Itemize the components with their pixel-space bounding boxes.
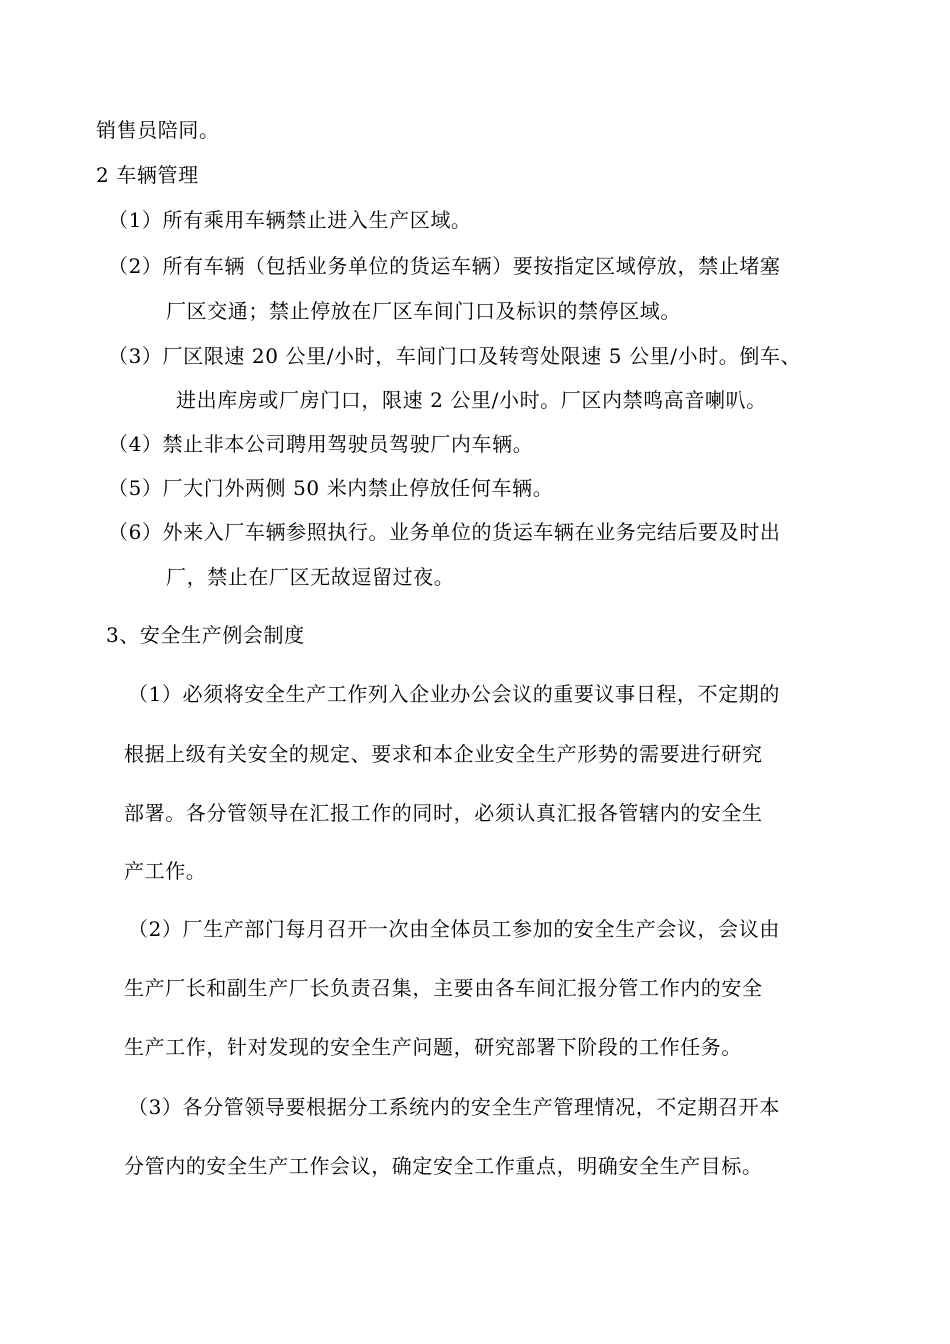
meeting-paragraph-3-line-1: （3）各分管领导要根据分工系统内的安全生产管理情况，不定期召开本 — [128, 1095, 780, 1119]
intro-line: 销售员陪同。 — [96, 118, 220, 142]
meeting-paragraph-1-line-3: 部署。各分管领导在汇报工作的同时，必须认真汇报各管辖内的安全生 — [124, 801, 763, 825]
vehicle-item-3: （3）厂区限速 20 公里/小时，车间门口及转弯处限速 5 公里/小时。倒车、 — [108, 344, 802, 368]
vehicle-item-6-continued: 厂，禁止在厂区无故逗留过夜。 — [166, 565, 455, 589]
section-heading-vehicle: 2 车辆管理 — [96, 163, 199, 187]
section-heading-meeting: 3、安全生产例会制度 — [106, 623, 305, 647]
meeting-paragraph-1-line-1: （1）必须将安全生产工作列入企业办公会议的重要议事日程，不定期的 — [128, 682, 780, 706]
vehicle-item-2: （2）所有车辆（包括业务单位的货运车辆）要按指定区域停放，禁止堵塞 — [108, 254, 781, 278]
meeting-paragraph-2-line-2: 生产厂长和副生产厂长负责召集，主要由各车间汇报分管工作内的安全 — [124, 976, 763, 1000]
vehicle-item-3-continued: 进出库房或厂房门口，限速 2 公里/小时。厂区内禁鸣高音喇叭。 — [176, 388, 767, 412]
meeting-paragraph-2-line-3: 生产工作，针对发现的安全生产问题，研究部署下阶段的工作任务。 — [124, 1035, 742, 1059]
vehicle-item-1: （1）所有乘用车辆禁止进入生产区域。 — [108, 208, 472, 232]
vehicle-item-6: （6）外来入厂车辆参照执行。业务单位的货运车辆在业务完结后要及时出 — [108, 520, 781, 544]
vehicle-item-4: （4）禁止非本公司聘用驾驶员驾驶厂内车辆。 — [108, 432, 534, 456]
meeting-paragraph-1-line-2: 根据上级有关安全的规定、要求和本企业安全生产形势的需要进行研究 — [124, 742, 763, 766]
meeting-paragraph-2-line-1: （2）厂生产部门每月召开一次由全体员工参加的安全生产会议，会议由 — [128, 917, 780, 941]
meeting-paragraph-1-line-4: 产工作。 — [124, 859, 207, 883]
meeting-paragraph-3-line-2: 分管内的安全生产工作会议，确定安全工作重点，明确安全生产目标。 — [124, 1154, 763, 1178]
vehicle-item-2-continued: 厂区交通；禁止停放在厂区车间门口及标识的禁停区域。 — [166, 299, 681, 323]
vehicle-item-5: （5）厂大门外两侧 50 米内禁止停放任何车辆。 — [108, 476, 554, 500]
